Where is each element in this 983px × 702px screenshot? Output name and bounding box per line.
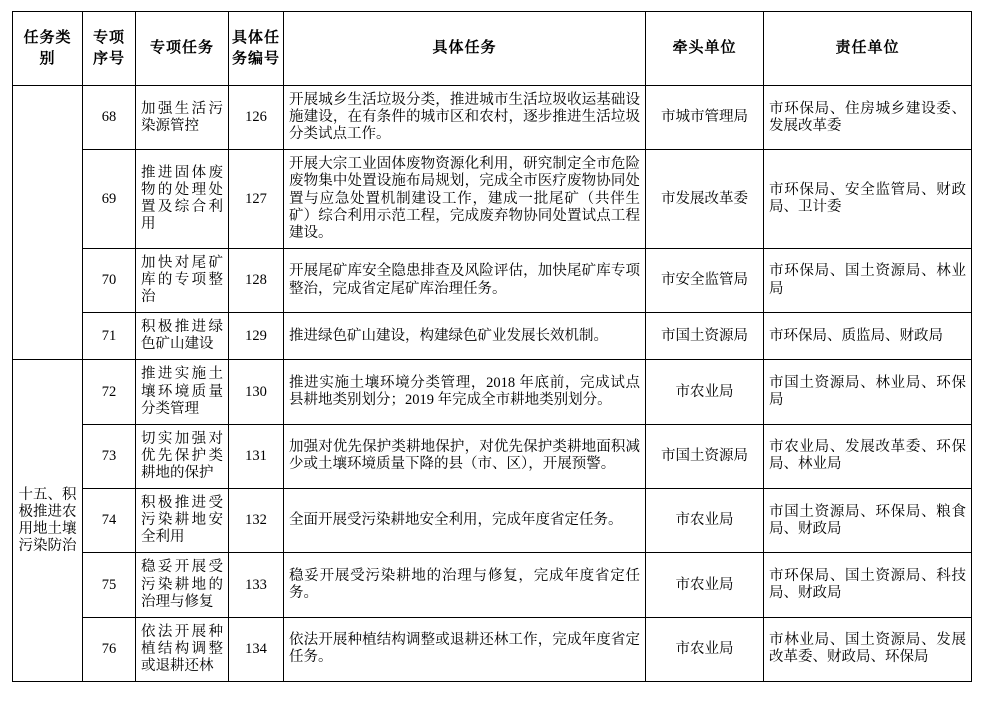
specific-task-code: 129 [229, 313, 284, 360]
table-row [13, 424, 972, 488]
header-row [13, 12, 972, 86]
table-header [13, 12, 972, 86]
special-task-name: 加快对尾矿库的专项整治 [136, 248, 229, 312]
special-task-number: 74 [83, 489, 136, 553]
table-row [13, 313, 972, 360]
table-row [13, 86, 972, 150]
lead-unit: 市安全监管局 [646, 248, 764, 312]
special-task-number: 73 [83, 424, 136, 488]
special-task-number: 68 [83, 86, 136, 150]
responsible-units: 市林业局、国土资源局、发展改革委、财政局、环保局 [764, 617, 972, 681]
table-body [13, 86, 972, 682]
header-responsible-unit: 责任单位 [764, 12, 972, 86]
specific-task-description: 推进实施土壤环境分类管理，2018 年底前，完成试点县耕地类别划分；2019 年完成全市耕地类别划分。 [284, 360, 646, 424]
special-task-name: 推进实施土壤环境质量分类管理 [136, 360, 229, 424]
table-row [13, 489, 972, 553]
lead-unit: 市国土资源局 [646, 424, 764, 488]
specific-task-description: 推进绿色矿山建设，构建绿色矿业发展长效机制。 [284, 313, 646, 360]
special-task-number: 75 [83, 553, 136, 617]
specific-task-description: 稳妥开展受污染耕地的治理与修复，完成年度省定任务。 [284, 553, 646, 617]
special-task-number: 70 [83, 248, 136, 312]
responsible-units: 市环保局、质监局、财政局 [764, 313, 972, 360]
special-task-name: 加强生活污染源管控 [136, 86, 229, 150]
specific-task-description: 开展城乡生活垃圾分类，推进城市生活垃圾收运基础设施建设，在有条件的城市区和农村，逐步推进生活垃圾分类试点工作。 [284, 86, 646, 150]
special-task-number: 76 [83, 617, 136, 681]
header-special-number: 专项序号 [83, 12, 136, 86]
specific-task-description: 依法开展种植结构调整或退耕还林工作，完成年度省定任务。 [284, 617, 646, 681]
table-row [13, 617, 972, 681]
table-row [13, 150, 972, 249]
special-task-name: 稳妥开展受污染耕地的治理与修复 [136, 553, 229, 617]
task-category-cell [13, 86, 83, 360]
task-table [12, 11, 972, 682]
responsible-units: 市国土资源局、环保局、粮食局、财政局 [764, 489, 972, 553]
special-task-name: 依法开展种植结构调整或退耕还林 [136, 617, 229, 681]
responsible-units: 市环保局、国土资源局、科技局、财政局 [764, 553, 972, 617]
responsible-units: 市农业局、发展改革委、环保局、林业局 [764, 424, 972, 488]
specific-task-description: 加强对优先保护类耕地保护，对优先保护类耕地面积减少或土壤环境质量下降的县（市、区），开展预警。 [284, 424, 646, 488]
special-task-number: 71 [83, 313, 136, 360]
responsible-units: 市国土资源局、林业局、环保局 [764, 360, 972, 424]
table-row [13, 360, 972, 424]
responsible-units: 市环保局、住房城乡建设委、发展改革委 [764, 86, 972, 150]
special-task-name: 积极推进绿色矿山建设 [136, 313, 229, 360]
header-special-task: 专项任务 [136, 12, 229, 86]
specific-task-code: 132 [229, 489, 284, 553]
lead-unit: 市农业局 [646, 553, 764, 617]
specific-task-code: 131 [229, 424, 284, 488]
specific-task-code: 130 [229, 360, 284, 424]
header-lead-unit: 牵头单位 [646, 12, 764, 86]
specific-task-code: 126 [229, 86, 284, 150]
special-task-number: 72 [83, 360, 136, 424]
specific-task-code: 133 [229, 553, 284, 617]
specific-task-code: 134 [229, 617, 284, 681]
specific-task-description: 开展大宗工业固体废物资源化利用，研究制定全市危险废物集中处置设施布局规划，完成全市医疗废物协同处置与应急处置机制建设工作，建成一批尾矿（共伴生矿）综合利用示范工程，完成废弃物协同处置试点工程建设。 [284, 150, 646, 249]
special-task-number: 69 [83, 150, 136, 249]
table-row [13, 553, 972, 617]
lead-unit: 市国土资源局 [646, 313, 764, 360]
lead-unit: 市城市管理局 [646, 86, 764, 150]
specific-task-description: 开展尾矿库安全隐患排查及风险评估，加快尾矿库专项整治，完成省定尾矿库治理任务。 [284, 248, 646, 312]
special-task-name: 推进固体废物的处理处置及综合利用 [136, 150, 229, 249]
specific-task-code: 127 [229, 150, 284, 249]
header-specific-code: 具体任务编号 [229, 12, 284, 86]
header-specific-task: 具体任务 [284, 12, 646, 86]
lead-unit: 市农业局 [646, 489, 764, 553]
specific-task-code: 128 [229, 248, 284, 312]
table-row [13, 248, 972, 312]
special-task-name: 切实加强对优先保护类耕地的保护 [136, 424, 229, 488]
task-category-cell: 十五、积极推进农用地土壤污染防治 [13, 360, 83, 682]
lead-unit: 市发展改革委 [646, 150, 764, 249]
header-task-category: 任务类别 [13, 12, 83, 86]
lead-unit: 市农业局 [646, 360, 764, 424]
responsible-units: 市环保局、安全监管局、财政局、卫计委 [764, 150, 972, 249]
special-task-name: 积极推进受污染耕地安全利用 [136, 489, 229, 553]
specific-task-description: 全面开展受污染耕地安全利用，完成年度省定任务。 [284, 489, 646, 553]
lead-unit: 市农业局 [646, 617, 764, 681]
responsible-units: 市环保局、国土资源局、林业局 [764, 248, 972, 312]
